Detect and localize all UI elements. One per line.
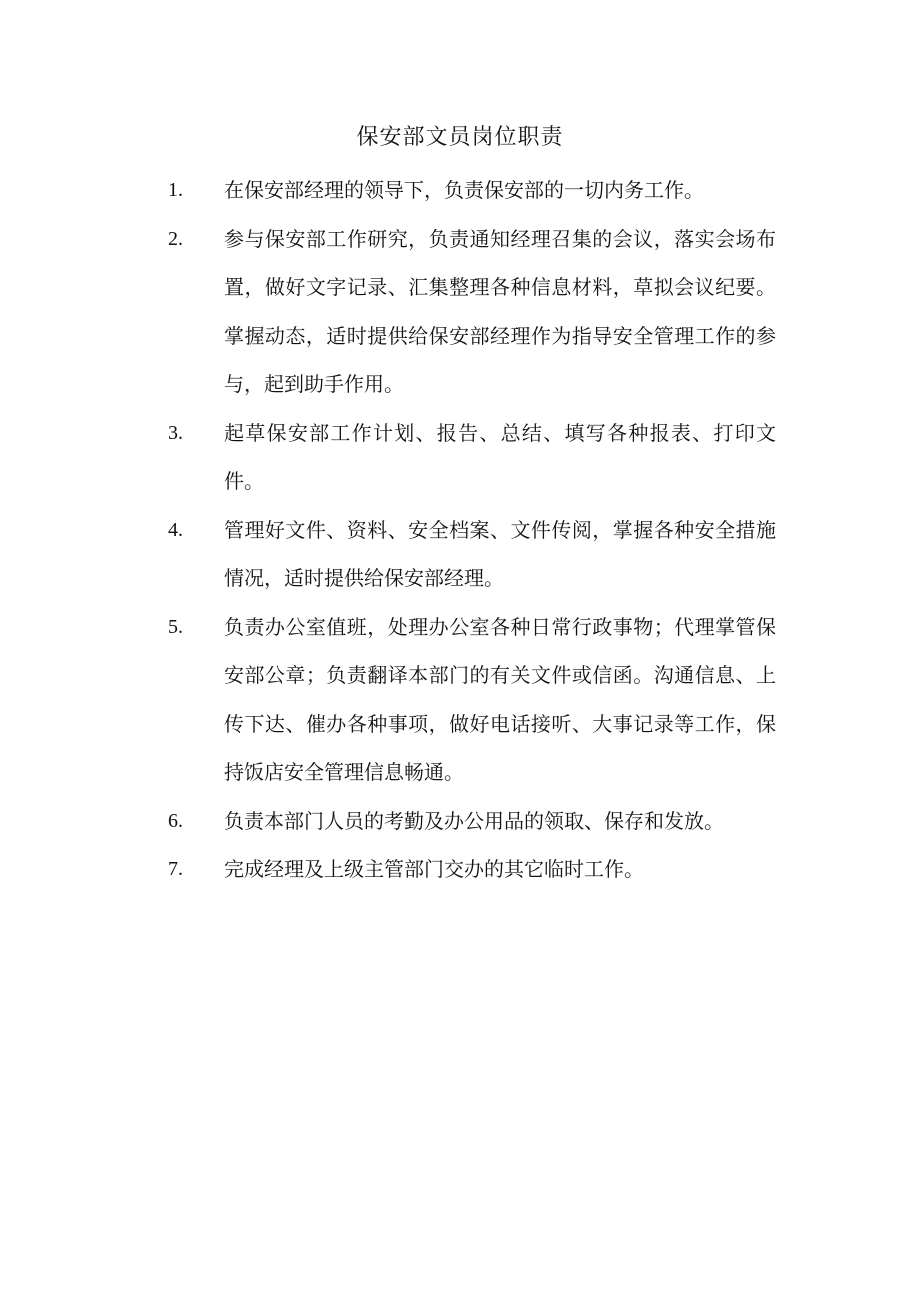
item-text: 完成经理及上级主管部门交办的其它临时工作。 [224,857,644,881]
list-item [166,409,776,506]
item-text: 在保安部经理的领导下，负责保安部的一切内务工作。 [224,178,704,202]
item-text: 管理好文件、资料、安全档案、文件传阅，掌握各种安全措施情况，适时提供给保安部经理。 [224,517,776,590]
item-text: 负责本部门人员的考勤及办公用品的领取、保存和发放。 [224,808,724,833]
item-number: 5. [168,615,183,638]
page-title: 保安部文员岗位职责 [356,125,564,150]
item-text: 参与保安部工作研究，负责通知经理召集的会议，落实会场布置，做好文字记录、汇集整理各种信息材料，草拟会议纪要。掌握动态，适时提供给保安部经理作为指导安全管理工作的参与，起到助手作用。 [224,226,776,396]
item-text: 负责办公室值班，处理办公室各种日常行政事物；代理掌管保安部公章；负责翻译本部门的有关文件或信函。沟通信息、上传下达、催办各种事项，做好电话接听、大事记录等工作，保持饭店安全管理信息畅通。 [224,614,776,784]
duty-list [166,166,776,894]
item-number: 6. [168,809,183,832]
item-number: 3. [168,421,183,444]
item-number: 2. [168,227,183,250]
list-item [166,215,776,409]
list-item [166,506,776,603]
item-number: 1. [168,179,183,201]
list-item [166,603,776,797]
list-item [166,166,776,215]
item-text: 起草保安部工作计划、报告、总结、填写各种报表、打印文件。 [224,420,776,493]
item-number: 4. [168,518,183,541]
list-item [166,797,776,846]
item-number: 7. [168,858,183,880]
list-item [166,845,776,894]
